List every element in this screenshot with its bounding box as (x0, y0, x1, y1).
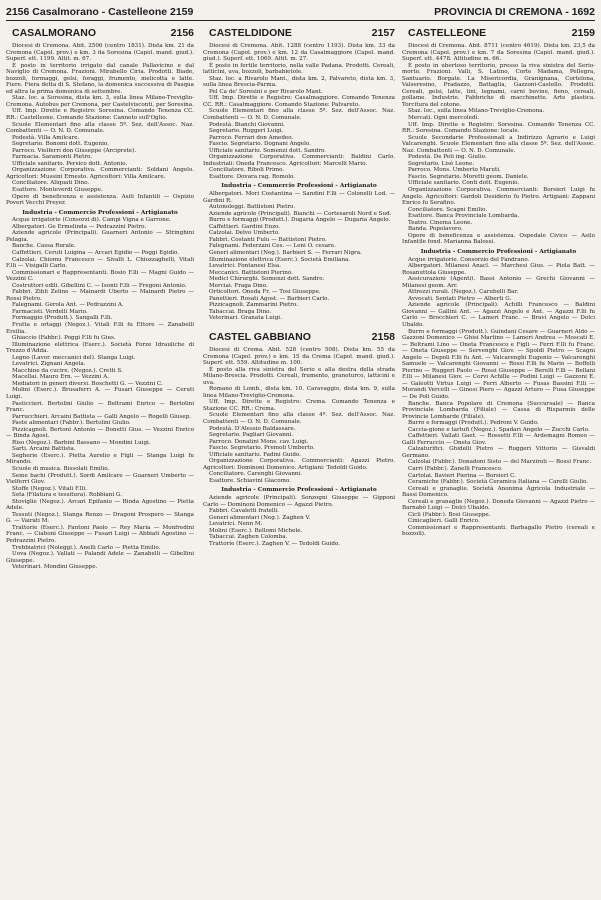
list-item: Burro e formaggi (Produtt.). Guindani Cesare — Guarneri Aldo — Gazzoni Domenico — Ghisi Martino — Lameri Andrea — Moscati E. — Beltrami Lino — Oneta Francesco e Figli — Ferri F.lli fu Franc. — Oneta Giuseppe — Servenghi Giov. — Spoldi Pietro — Scagni Angelo — Depoli F.lli fu Ant. — Valcarenghi Eugenio — Valcarenghi Samuele — Valcarenghi Giovanni — Rossi F.lli fu Mario — Boffelli Pierino — Ruggeri Paolo — Rossi Giuseppe — Berelli F.lli — Bellani F.lli — Milanesi Giov. — Cervi Achille — Podini Luigi — Gazzoni E. — Galeotti Virtus Luigi — Ferri Alberto — Fusas Bassini F.lli — Morandi Vercelli — Ginesi Piero — Agazzi Arturo — Fusa Giuseppe — De Poli Guido. (402, 328, 595, 400)
list-item: Cereali e granaglie. Società Anonima Agricola Industriale — Bassi Domenico. (402, 485, 595, 499)
town-heading (402, 27, 595, 40)
entry-farmacia: Farmacia. Saramonti Pietro. (12, 154, 93, 161)
entry-parroco: Parroco. Vielferri don Giuseppe (Arciprete). (12, 147, 137, 154)
list-item: Fabbri. Costanti Fulu — Battistoni Pietro. (209, 236, 327, 243)
list-item: Levatrici. Fontanesi Elsa. (209, 263, 282, 270)
list-item: Commissionari e Rappresentanti. Barbagallo Pietro (cereali e bozzoli). (402, 524, 595, 538)
list-item: Cinicaglieri. Galli Enrico. (408, 518, 480, 525)
entry-segretario: Segretario. Ruggeri Luigi. (209, 128, 284, 135)
list-item: Albergatori. Milanesi Anacl. — Marchesi Gius. — Piola Batt. — Rosanuttola Giuseppe. (402, 263, 595, 276)
list-item: Carri (Fabbr.). Zanelli Francesco. (408, 466, 503, 472)
town-name-2: CASTEL GABBIANO (209, 330, 311, 343)
entry-transport: Staz. loc. a Soresina, dista km. 3, sulla linea Milano-Treviglio-Cremona. Autobus per Cremona, per Castelvisconti, per Soresina. (6, 95, 194, 108)
list-item: Fabbri. Zibli Zelino — Mainardi Uberto — Mainardi Pietro — Rossi Pietro. (6, 289, 194, 302)
list-item: Legno (Lavor. meccanici del). Stanga Luigi. (12, 354, 136, 361)
list-item: Attrezzi rurali. (Negoz.). Carubelli Bar. (408, 289, 519, 296)
section-heading: Industria - Commercio Professioni - Artigianato (221, 183, 377, 190)
section-heading: Industria - Commercio Professioni - Artigianato (22, 209, 178, 216)
entry-concil: Conciliatore. Riboli Primo. (209, 167, 285, 174)
entry-podesta: Podestà. Villa Amilcare. (12, 134, 80, 141)
list-item: Veterinari. Granata Luigi. (209, 315, 282, 322)
town-number: 2156 (170, 27, 194, 39)
list-item: Caffettieri. Gardini Enzo. (209, 223, 281, 230)
list-item: Meccanici. Battistoni Pierino. (209, 269, 293, 276)
entry-schools-2: Scuole Elementari fino alla classe 4ª. Sez. dell'Assoc. Naz. Combattenti — O. N. D. Comunale. (203, 412, 395, 425)
town-name: CASALMORANO (12, 27, 96, 39)
list-item: Autonoleggi. Battistoni Pietro. (209, 204, 296, 211)
column-casteldidone (203, 26, 395, 894)
list-item: Trebbiatrici (Noleggi.). Anelli Carlo — Pietta Emilio. (12, 544, 161, 551)
list-item: Aziende agricole (Principali). Sonzogni Giuseppe — Gipponi Carlo — Dominoni Domenico — Agazzi Pietro. (203, 495, 395, 508)
list-item: Frutta e ortaggi (Negoz.). Vitali F.lli fu Ettore — Zanabelli Ersilia. (6, 321, 194, 335)
entry-esatt: Esattore. Banca Provinciale Lombarda. (408, 213, 520, 220)
entry-desc: È posto in fertile territorio, nella valle Padana. Prodotti. Cereali, latticini, uva, bozzoli, barbabietole. (203, 62, 395, 76)
page-header (6, 4, 595, 21)
list-item: Tabaccai. Braga Dino. (209, 308, 272, 315)
entry-offices: Uff. Imp. Dirette e Registro: Casalmaggiore. Comando Tenenza CC. RR.: Casalmaggiore. Comando Stazione: Palvareto. (203, 95, 395, 108)
entry-parroco: Parroco. Mons. Umberto Maruti. (408, 167, 501, 174)
list-item: Generi alimentari (Neg.). Barbieri S. — Ferrari Nigra. (209, 249, 362, 256)
list-item: Molini (Eserc.). Brusaferri A. — Fusari Giuseppe — Ceruti Luigi. (6, 387, 194, 400)
entry-esatt: Esattore. Monteverdi Giuseppe. (12, 187, 103, 194)
entry-segretario-2: Segretario. Pagliari Giovanni. (209, 432, 294, 439)
list-item: Commissionari e Rappresentanti. Bosio F.lli — Magni Guido — Vezzini C. (6, 269, 194, 283)
entry-offices-2: Uff. Imp. Dirette e Registro: Crema. Comando Tenenza e Stazione CC. RR.: Crema. (203, 399, 395, 412)
entry-parroco-2: Parroco. Donatini Mons. cav. Luigi. (209, 438, 309, 445)
list-item: Ceramiche (Fabbr.). Società Ceramica Italiana — Carelli Giulio. (408, 479, 589, 486)
entry-transport-bus: Pel Ca de' Soresini e per Rivarolo Mant. (209, 88, 323, 95)
header-right: PROVINCIA DI CREMONA - 1692 (434, 6, 595, 18)
entry-fascio: Fascio. Segretario. Moretti geom. Daniele. (408, 173, 529, 180)
list-item: Mediatori in generi diversi. Boschetti G. — Vezzini C. (12, 380, 163, 387)
list-item: Molini (Eserc.). Bellomi Michele. (209, 527, 303, 534)
entry-intro: Diocesi di Cremona. Abit. 2506 (centro 1831). Dista km. 21 da Cremona (Capol. prov.) e km. 3 da Soresina (Capol. mand. giud.). Superf. ett. 1199. Altit. m. 67. (6, 43, 194, 63)
entry-transport: Staz. loc. a Rivarolo Mant., dista km. 2, Palvareto, dista km. 3, sulla linea Brescia-Parma. (203, 75, 395, 89)
list-item: Sarti. Arcaini Battista. (12, 446, 76, 453)
entry-ufficiale: Ufficiale sanitario. Persico dott. Antonio. (12, 160, 128, 167)
list-item: Calzolai. Chiomu Francesco — Sivalli L. Chiozzaghelli, Vitali F.lli — Visigalli Carlo. (6, 256, 194, 270)
list-item: Levatrici. Zignani Angela. (12, 361, 86, 368)
list-item: Seta (Filatura e tessitura). Robbiani G. (12, 492, 122, 499)
list-item: Paste alimentari (Fabbr.). Bertolini Giulio. (12, 420, 131, 427)
list-item: Burro e formaggi (Produtt.). Pedroni V. Guido. (408, 420, 539, 427)
list-item: Calzaturifici. Ghidelli Pietro — Ruggeri Vittorio — Gisvaldi Germano. (402, 446, 595, 459)
entry-desc: È posto in territorio irrigato dal canale Pallavicino e dal Naviglio di Cremona. Frazioni. Mirabello Ciria. Prodotti. Biade, bozzoli, formaggi, gelsi, foraggi, frumento, melicotta e latte. Fiere. Fiera detta di S. Stefano, la domenica successiva di Pasqua ed altra la prima domenica di settembre. (6, 62, 194, 95)
list-item: Medici Chirurghi. Somenzi dott. Sandro. (209, 276, 325, 283)
list-item: Banche. Cassa Rurale. (12, 243, 76, 250)
list-item: Cereali e granaglie (Negoz.). Doneda Giovanni — Agazzi Pietro — Barnabò Luigi — Dolci Ubaldo. (402, 498, 595, 512)
list-item: Aziende agricole (Principali). Achilli Francesco — Baldini Giovanni — Gallini Ant. — Agazzi Angelo e Ant. — Agazzi F.lli fu Carlo — Brocchieri C. — Lameri Franc. — Bravi Angelo — Dolci Ubaldo. (402, 302, 595, 328)
entry-ufficiale-2: Ufficiale sanitario. Fadini Guido. (209, 451, 301, 458)
list-item: Seme bachi (Produtt.). Sordi Amilcare — Guarneri Umberto — Vielferri Giov. (6, 472, 194, 486)
entry-esatt: Esattore. Dovara rag. Romolo. (209, 173, 296, 180)
entry-opere: Opere di beneficenza e assistenza. Asili Infantili — Ospizio Poveri Vecchi Preyer. (6, 193, 194, 207)
entry-intro: Diocesi di Cremona. Abit. 1288 (centro 1193). Dista km. 33 da Cremona (Capol. prov.) e km. 12 da Casalmaggiore (Capol. mand. giud.). Superf. ett. 1069. Altit. m. 27. (203, 43, 395, 63)
list-item: Calzolai (Fabbr.). Donadoni Sisto — del Marziroli — Bossi Franc. (408, 459, 592, 466)
list-item: Cartolai. Bavieri Pierina — Borsieri C. (408, 472, 516, 479)
entry-concil: Conciliatore. Scagni Emilio. (408, 206, 488, 213)
column-casalmorano (6, 26, 194, 894)
list-item: Pizzicagnoli. Zammarini Pietro. (209, 302, 299, 309)
entry-concil-2: Conciliatore. Carenghi Giovanni. (209, 471, 303, 478)
list-item: Illuminazione elettrica (Eserc.). Società Emiliana. (209, 256, 351, 263)
list-item: Avvocati. Sentati Pietro — Alberti G. (408, 295, 512, 302)
section-heading: Industria - Commercio Professioni - Artigianato (420, 248, 577, 255)
entry-fascio-2: Fascio. Segretario. Premoli Umberto. (209, 445, 315, 452)
list-item: Albergatori. Mori Costantina — Sandini F.lli — Colonelli Lod. — Gardini R. (203, 191, 395, 204)
list-item: Parrucchieri. Arcaini Battista — Galli Angelo — Rogelli Giusep. (12, 413, 192, 420)
entry-schools: Scuole Elementari fino alla classe 5ª. Sez. dell'Assoc. Naz. Combattenti — O. N. D. Comunale. (203, 108, 395, 122)
list-item: Stoffe (Negoz.). Vitali F.lli. (12, 485, 87, 492)
town-name: CASTELDIDONE (209, 27, 292, 39)
list-item: Calzolai. Delvo Umberto. (209, 230, 280, 237)
list-item: Segherie (Eserc.). Pietta Aurelio e Figli — Stanga Luigi fu Mirando. (6, 452, 194, 466)
town-heading (203, 27, 395, 40)
entry-transport-2: Romano di Lomb., dista km. 10. Caravaggio, dista km. 9, sulla linea Milano-Treviglio-Cremona. (203, 386, 395, 399)
list-item: Albergatori. Ge Ermelinda — Pedrazzini Pietro. (12, 223, 147, 230)
list-item: Macellai. Mauro Ern. — Vezzini A. (12, 374, 110, 381)
entry-desc: È posto in ubertoso territorio, presso la riva sinistra del Serio-morto. Frazioni. Valli, S. Latino, Corte Madama, Pellegra, Santuario. Borgate. La Misericordia, Granignana, Cortelona, Valseresino, Pradazzo, Battaglia, Gazzoni-Castello. Prodotti. Cereali, gelsi, latte, lini, legnami, carni bovine, fieno, cereali, pollame. Industrie. Fabbriche di macchinette. Arte plastica. Torcitura del cotone. (402, 62, 595, 108)
list-item: Uova (Negoz.). Vallati — Palandi Adele — Zanabelli — Gibellini Giuseppe. (6, 551, 194, 564)
entry-esatt-2: Esattore. Schiavini Giacomo. (209, 477, 291, 484)
entry-podesta-2: Podestà. D'Alessio Baldassare. (209, 425, 296, 432)
entry-segretario: Segretario. Bonomi dott. Eugenio. (12, 141, 109, 148)
list-item: Merciai. Fraga Dino. (209, 282, 268, 289)
entry-offices: Uff. Imp. Dirette e Registro: Soresina. Comando Tenenza CC. RR.: Castelleone. Comando Stazione: Canneto sull'Oglio. (6, 108, 194, 122)
entry-corp: Organizzazione Corporativa. Commercianti: Soldani Angelo. Agricoltori: Mussini Ernesto. Agricoltori: Villa Amilcare. (6, 167, 194, 180)
list-item: Veterinari. Mondini Giuseppe. (12, 564, 98, 571)
entry-fascio: Fascio. Segretario. Dognani Angelo. (209, 141, 311, 148)
entry-banda: Banda. Popolavoro. (408, 226, 463, 233)
entry-corp: Organizzazione Corporativa. Commercianti: Borsieri Luigi fu Angelo. Agricoltori: Gardoli Desiderio fu Pietro. Artigiani: Zappani Enrico fu Serafino. (402, 187, 595, 207)
entry-corp-2: Organizzazione Corporativa. Commercianti: Agazzi Pietro. Agricoltori: Dominoni Domenico. Artigiani: Tedoldi Guido. (203, 458, 395, 471)
list-item: Acque irrigatorie. Consorzio del Fandrano. (408, 256, 530, 263)
entry-schools: Scuole Elementari fino alla classe 5ª. Sez. dell'Assoc. Naz. Combattenti — O. N. D. Comunale. (6, 121, 194, 135)
list-item: Acque irrigatorie (Consorzi di). Campi Vigna e Garrone. (12, 217, 171, 224)
entry-offices: Uff. Imp. Dirette e Registro: Soresina. Comando Tenenza CC. RR.: Soresina. Comando Stazione: locale. (402, 121, 595, 135)
entry-parroco: Parroco. Ferrari don Amedeo. (209, 134, 294, 141)
list-item: Burro e formaggi (Produtt.). Dugaria Angelo — Dugaria Angelo. (209, 217, 391, 224)
entry-concil: Conciliatore. Aliquati Dino. (12, 180, 90, 187)
entry-intro: Diocesi di Cremona. Abit. 8711 (centro 4619). Dista km. 23,5 da Cremona (Capol. prov.) e km. 7 da Soresina (Capol. mand. giud.). Superf. ett. 4478. Altitudine m. 66. (402, 43, 595, 63)
entry-schools: Scuole Secondarie Professionali a Indirizzo Agrario e Luigi Valcarenghi. Scuole Elementari fino alla classe 5ª. Sez. dell'Assoc. Naz. Combattenti — O. N. D. Comunale. (402, 134, 595, 154)
entry-mercato: Mercati. Ogni mercoledì. (408, 115, 480, 122)
list-item: Tessuti (Negoz.). Stanga Renzo — Dragoni Prospero — Stanga G. — Vairati M. (6, 511, 194, 525)
entry-desc-2: È posto alla riva sinistra del Serio e alla destra della strada Milano-Brescia. Prodotti. Cereali, frumento, granoturco, latticini e uva. (203, 366, 395, 386)
list-item: Pizzicagnoli. Bertoni Antonio — Bonetti Gius. — Vezzini Enrico — Binda Agost. (6, 426, 194, 440)
entry-ufficiale: Ufficiale sanitario. Somenzi dott. Sandro. (209, 147, 327, 154)
town-number-2: 2158 (371, 330, 395, 343)
spacer (203, 322, 395, 330)
list-item: Riso (Negoz.). Barbini Bassano — Mondini Luigi. (12, 439, 151, 446)
town-number: 2157 (371, 27, 395, 39)
list-item: Assicurazioni (Agenti). Bassi Antonio — Grechi Giovanni — Milanesi geom. Arr. (402, 276, 595, 289)
header-left: 2156 Casalmorano - Castelleone 2159 (6, 6, 194, 18)
list-item: Aziende agricole (Principali). Bianchi — Cortesaroli Nord e Sud. (209, 210, 392, 217)
town-name: CASTELLEONE (408, 27, 487, 39)
entry-ufficiale: Ufficiale sanitario. Conti dott. Eugenio. (408, 180, 520, 187)
list-item: Cicli (Fabbr.). Bosi Giuseppe. (408, 511, 491, 518)
list-item: Panettieri. Rosati Agost. — Barbieri Carlo. (209, 295, 330, 302)
list-item: Pasticcieri. Bertolini Giulio — Beltrami Enrico — Bertolini Franc. (6, 400, 194, 414)
entry-transport: Staz. loc., sulla linea Milano-Treviglio-Cremona. (408, 108, 545, 115)
list-item: Scuole di musica. Bissolati Emilio. (12, 466, 110, 472)
list-item: Tabaccai. Zaghen Colomba. (209, 534, 288, 541)
list-item: Stoviglie (Negoz.). Arcari Epifanio — Binda Agostino — Pietta Adele. (6, 498, 194, 512)
entry-podesta: Podestà. Bianchi Giovanni. (209, 121, 285, 128)
list-item: Fabbri. Cavaletti fratelli. (209, 508, 280, 515)
list-item: Aziende agricole (Principali). Guarneri Antonio — Stringhini Pelagia. (6, 230, 194, 243)
list-item: Illuminazione elettrica (Eserc.). Società Forze Idrauliche di Trezzo d'Adda. (6, 341, 194, 355)
entry-opere: Opere di beneficenza e assistenza. Ospedale Civico — Asilo Infantile fond. Marianna Balossi. (402, 232, 595, 246)
town-heading-2 (203, 331, 395, 344)
entry-teatro: Teatro. Cinema Leone. (408, 219, 473, 226)
list-item: Formaggio (Produtt.). Sangalli F.lli. (12, 315, 113, 322)
town-heading (6, 27, 194, 40)
section-heading-2: Industria - Commercio Professioni - Artigianato (221, 487, 377, 494)
entry-podesta: Podestà. De Poli ing. Giulio. (408, 154, 487, 161)
entry-intro-2: Diocesi di Crema. Abit. 528 (centro 508). Dista km. 55 da Cremona (Capol. prov.) e km. 15 da Crema (Capol. mand. giud.). Superf. ett. 559. Altitudine m. 100. (203, 346, 395, 367)
town-number: 2159 (571, 27, 595, 39)
list-item: Caffettieri. Vallati Gaet. — Rossetti F.lli — Ardemagni Romeo — Galli Ferruccio — Oneta Giov. (402, 433, 595, 446)
column-castelleone (402, 26, 595, 894)
entry-segretario: Segretario. Lisè Leone. (408, 160, 475, 167)
list-item: Caccia-gione e tartufi (Negoz.). Spadari Angelo — Zucchi Carlo. (408, 426, 590, 433)
list-item: Macchine da cucire. (Negoz.). Cretti S. (12, 367, 123, 374)
list-item: Trattorie (Eserc.). Zaghen V. — Tedoldi Guido. (209, 540, 340, 547)
list-item: Farmacisti. Verdelli Mario. (12, 308, 88, 315)
list-item: Costruttori edili. Gibellini C. — Isonti F.lli — Fregoni Antonio. (12, 282, 187, 289)
list-item: Falegnami. Federzani Ces. — Leni O. cesare. (209, 243, 336, 250)
list-item: Ghiaccio (Fabbr.). Poggi F.lli fu Gius. (12, 335, 116, 342)
list-item: Banche. Banca Popolare di Cremona (Succursale) — Banca Provinciale Lombarda (Filiale) — Cassa di Risparmio delle Provincie Lombarde (Filiale). (402, 400, 595, 420)
list-item: Orticoltori. Oneda Fr. — Tosi Giuseppe. (209, 289, 321, 296)
list-item: Trattorie (Eserc.). Fantoni Paolo — Rey Maria — Monfredini Franc. — Ciaboni Giuseppe — Fusari Luigi — Abbiati Agostino — Pedrazzini Pietro. (6, 524, 194, 545)
list-item: Caffettieri. Ceruti Luigina — Arcari Egidio — Poggi Egidio. (12, 249, 180, 256)
list-item: Generi alimentari (Neg.). Zaghen V. (209, 514, 311, 521)
entry-corp: Organizzazione Corporativa. Commercianti: Baldini Carlo. Industriali: Oneda Francesco. Agricoltori: Marcelli Mario. (203, 154, 395, 167)
list-item: Levatrici. Nenn M. (209, 521, 263, 528)
list-item: Falegnami. Gerola Ant. — Pedrazzini A. (12, 302, 124, 309)
